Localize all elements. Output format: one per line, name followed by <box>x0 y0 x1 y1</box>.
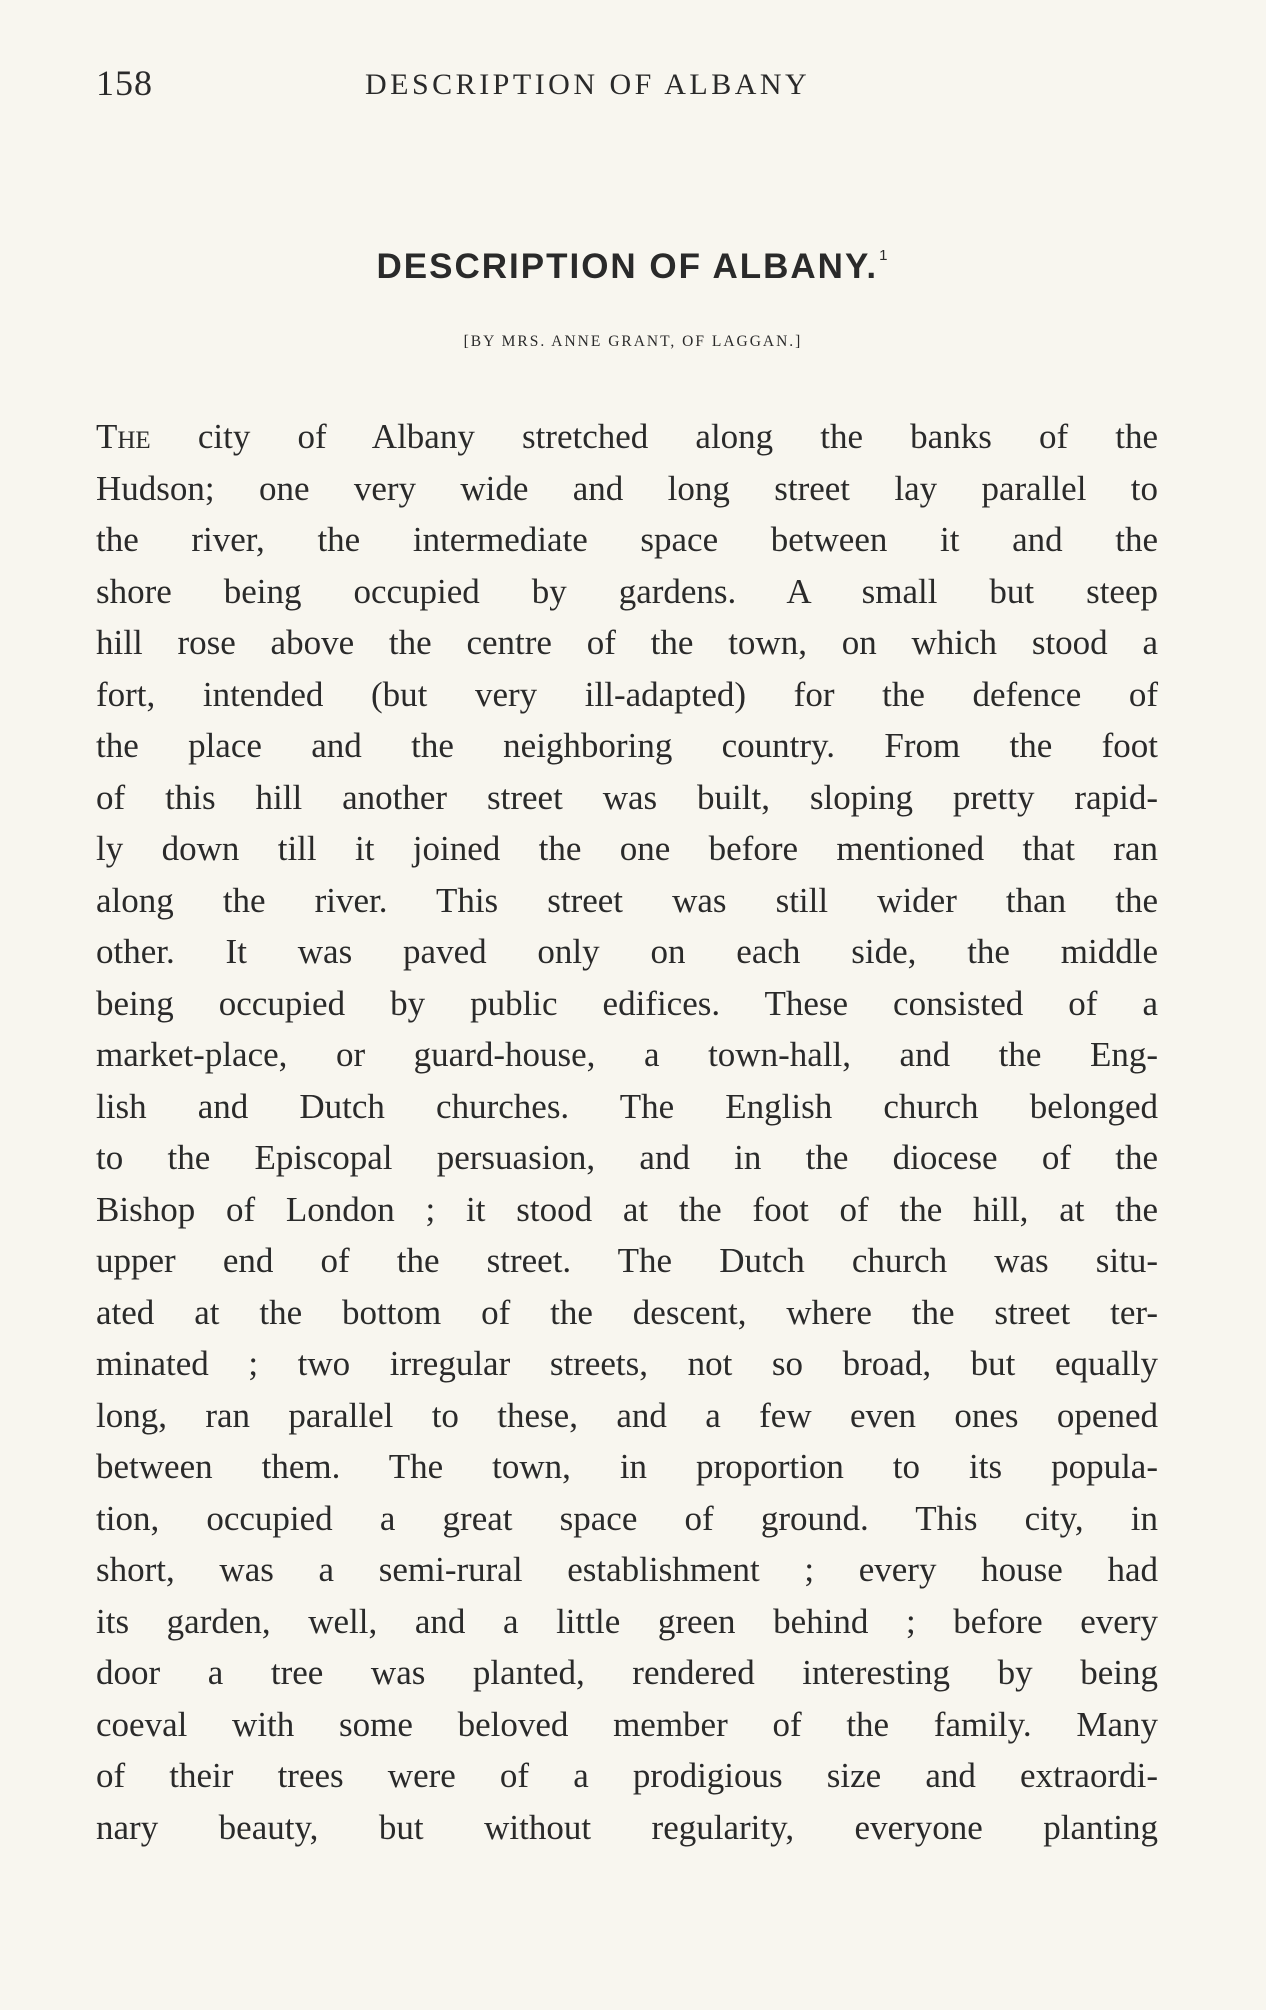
text-line: to the Episcopal persuasion, and in the diocese of the <box>96 1138 1158 1177</box>
text-line: along the river. This street was still wider than the <box>96 880 1158 920</box>
article-title-text: DESCRIPTION OF ALBANY. <box>376 247 879 286</box>
text-line: Hudson; one very wide and long street lay parallel to <box>96 468 1158 508</box>
text-line: minated ; two irregular streets, not so broad, but equally <box>96 1344 1158 1383</box>
text-line: hill rose above the centre of the town, on which stood a <box>96 623 1158 662</box>
byline: [BY MRS. ANNE GRANT, OF LAGGAN.] <box>463 333 803 350</box>
text-line: ated at the bottom of the descent, where the street ter- <box>96 1292 1158 1332</box>
text-line: tion, occupied a great space of ground. This city, in <box>96 1498 1158 1538</box>
text-line: coeval with some beloved member of the family. Many <box>96 1704 1158 1744</box>
article-body <box>96 411 1158 1853</box>
text-line: upper end of the street. The Dutch church was situ- <box>96 1241 1158 1280</box>
text-line: Bishop of London ; it stood at the foot of the hill, at the <box>96 1189 1158 1229</box>
text-line: the place and the neighboring country. From the foot <box>96 726 1158 765</box>
page-number: 158 <box>96 63 153 103</box>
text-line: lish and Dutch churches. The English church belonged <box>96 1086 1158 1126</box>
text-line: shore being occupied by gardens. A small but steep <box>96 571 1158 611</box>
text-line: nary beauty, but without regularity, everyone planting <box>96 1807 1158 1847</box>
text-line: its garden, well, and a little green behind ; before every <box>96 1601 1158 1641</box>
line-text: city of Albany stretched along the banks of the <box>150 417 1158 456</box>
text-line: long, ran parallel to these, and a few even ones opened <box>96 1395 1158 1435</box>
text-line: between them. The town, in proportion to its popula- <box>96 1447 1158 1486</box>
text-line: of their trees were of a prodigious size and extraordi- <box>96 1756 1158 1795</box>
text-line: ly down till it joined the one before mentioned that ran <box>96 829 1158 868</box>
running-head <box>0 62 1266 112</box>
footnote-marker: 1 <box>879 247 890 264</box>
text-line: other. It was paved only on each side, the middle <box>96 932 1158 971</box>
running-title: DESCRIPTION OF ALBANY <box>365 68 811 101</box>
text-line: fort, intended (but very ill-adapted) for the defence of <box>96 674 1158 714</box>
text-line: market-place, or guard-house, a town-hall, and the Eng- <box>96 1035 1158 1074</box>
text-line: being occupied by public edifices. These consisted of a <box>96 983 1158 1023</box>
article-title <box>0 247 1266 287</box>
text-line: door a tree was planted, rendered interesting by being <box>96 1653 1158 1692</box>
text-line <box>96 411 1158 463</box>
text-line: of this hill another street was built, sloping pretty rapid- <box>96 777 1158 817</box>
text-line: short, was a semi-rural establishment ; every house had <box>96 1550 1158 1589</box>
text-line: the river, the intermediate space between it and the <box>96 520 1158 559</box>
drop-word: The <box>96 417 151 456</box>
